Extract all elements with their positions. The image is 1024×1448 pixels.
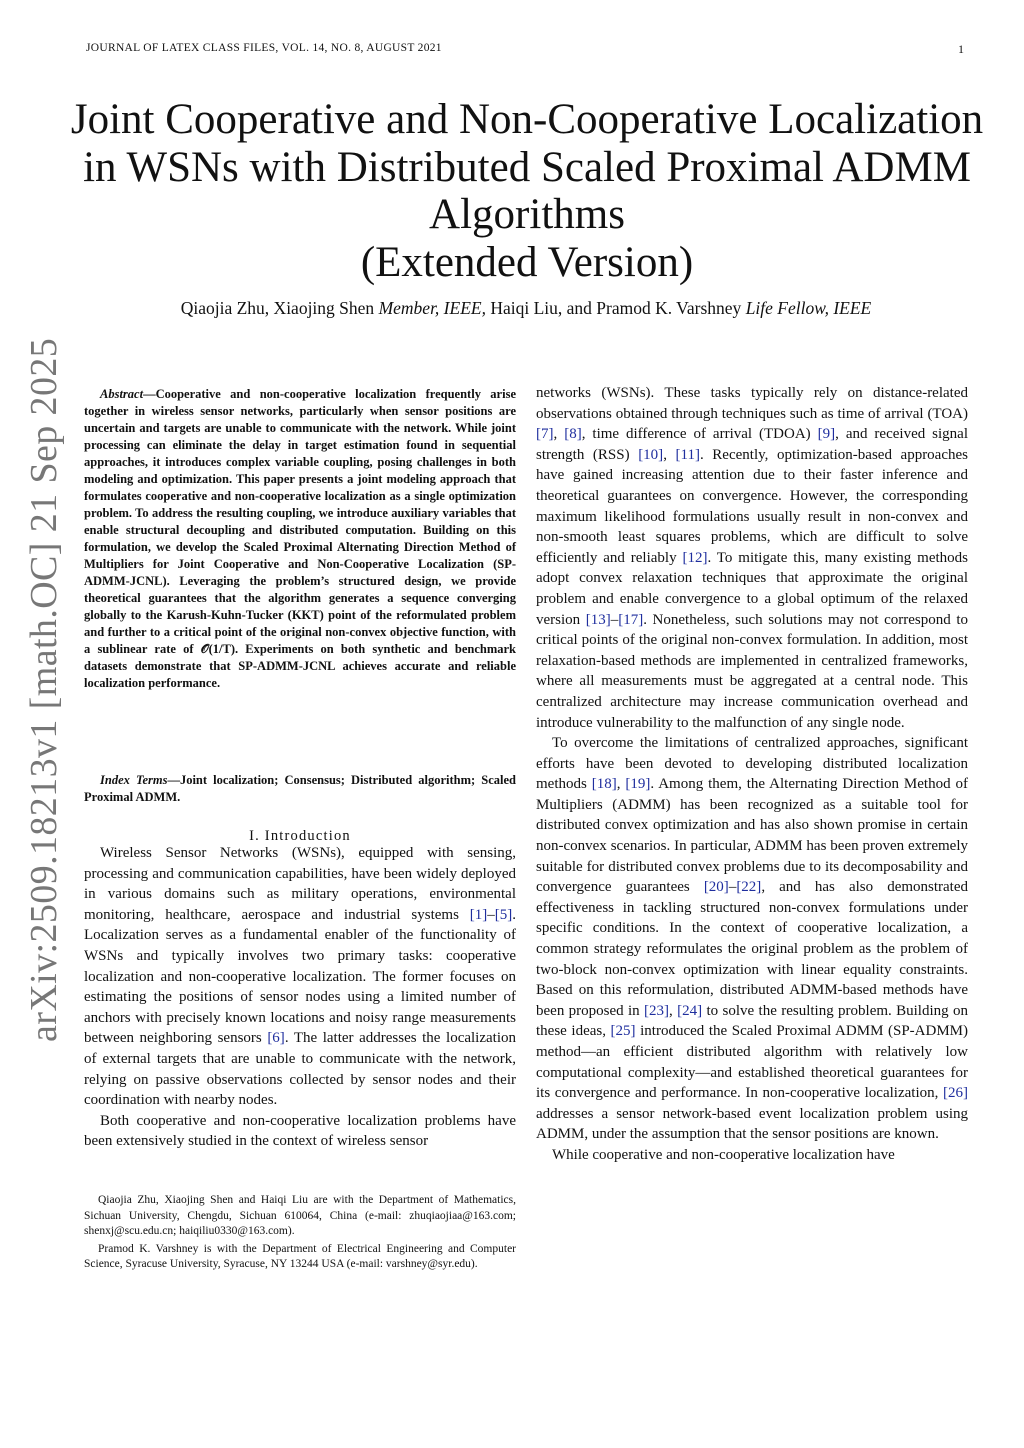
body-text: – [610, 611, 619, 628]
citation-link[interactable]: [19] [625, 776, 651, 793]
citation-link[interactable]: [18] [591, 776, 617, 793]
citation-link[interactable]: [1] [469, 906, 488, 923]
body-paragraph: Both cooperative and non-cooperative localization problems have been extensively studied in the context of wireless sensor [84, 1112, 516, 1150]
body-paragraph [536, 383, 968, 733]
citation-link[interactable]: [20] [703, 879, 729, 896]
citation-link[interactable]: [5] [494, 906, 513, 923]
title-line: Algorithms [429, 191, 625, 238]
body-text: networks (WSNs). These tasks typically rely on distance-related observations obtained through techniques such as time of arrival (TOA) [536, 385, 968, 422]
abstract [84, 386, 516, 692]
body-text: . The latter addresses the localization of external targets that are unable to communicate with the network, relying on passive observations collected by sensor nodes and their coordination with nearby nodes. [84, 1030, 516, 1109]
footnotes [84, 1193, 516, 1275]
author-role: Life Fellow, IEEE [745, 298, 872, 318]
footnote: Pramod K. Varshney is with the Department of Electrical Engineering and Computer Science, Syracuse University, Syracuse, NY 13244 USA (e-mail: varshney@syr.edu). [84, 1242, 516, 1270]
body-text: , [616, 776, 626, 793]
page-number: 1 [958, 42, 964, 56]
citation-link[interactable]: [17] [618, 611, 644, 628]
right-column-body [536, 383, 968, 1166]
body-text: , and received signal strength (RSS) [536, 426, 969, 463]
author-list [86, 298, 966, 319]
citation-link[interactable]: [25] [610, 1023, 636, 1040]
citation-link[interactable]: [7] [536, 426, 554, 443]
section-heading-introduction: I. Introduction [249, 828, 351, 844]
body-text: to solve the resulting problem. Building on these ideas, [536, 1002, 968, 1040]
body-text: addresses a sensor network-based event localization problem using ADMM, under the assumption that the sensor positions are known. [536, 1105, 968, 1143]
body-text: . Nonetheless, such solutions may not correspond to critical points of the original non-convex formulation. In addition, most relaxation-based methods are implemented in centralized frameworks, where all measurements must be aggregated at a central node. This centralized architecture may increase communication overhead and introduce vulnerability to the malfunction of any single node. [536, 611, 968, 731]
footnote: Qiaojia Zhu, Xiaojing Shen and Haiqi Liu are with the Department of Mathematics, Sichuan University, Chengdu, Sichuan 610064, China (e-mail: zhuqiaojiaa@163.com; shenxj@scu.edu.cn; haiqiliu0330@163.com). [84, 1194, 516, 1237]
body-text: , and has also demonstrated effectiveness in tackling structured non-convex formulations under specific conditions. In the context of cooperative localization, a common strategy reformulates the original problem as the problem of two-block non-convex optimization with linear equality constraints. Based on this reformulation, distributed ADMM-based methods have been proposed in [536, 879, 968, 1019]
body-text: . Recently, optimization-based approaches have gained increasing attention due to their faster inference and theoretical guarantees on convergence. However, the corresponding maximum likelihood formulations usually result in non-convex and non-smooth least squares problems, which are difficult to solve efficiently and reliably [536, 446, 968, 566]
citation-link[interactable]: [22] [736, 879, 762, 896]
index-terms-text: —Joint localization; Consensus; Distributed algorithm; Scaled Proximal ADMM. [84, 773, 516, 804]
arxiv-identifier: arXiv:2509.18213v1 [math.OC] 21 Sep 2025 [23, 337, 65, 1042]
body-text: , [663, 446, 676, 463]
index-terms-label: Index Terms [100, 773, 168, 787]
title-line: in WSNs with Distributed Scaled Proximal ADMM [83, 143, 971, 191]
citation-link[interactable]: [24] [677, 1002, 703, 1019]
body-paragraph [84, 843, 516, 1111]
body-text: . Among them, the Alternating Direction Method of Multipliers (ADMM) has been recognized as a suitable tool for distributed convex optimization and has also shown promise in certain non-convex scenarios. In particular, ADMM has been proven extremely suitable for distributed convex problems due to its decomposability and convergence guarantees [536, 776, 968, 896]
abstract-text: —Cooperative and non-cooperative localization frequently arise together in wireless sensor networks, particularly when sensor positions are uncertain and targets are unable to communicate with the network. While joint processing can eliminate the delay in target estimation found in sequential approaches, it introduces complex variable coupling, posing challenges in both modeling and optimization. This paper presents a joint modeling approach that formulates cooperative and non-cooperative localization as a single optimization problem. To address the resulting coupling, we introduce auxiliary variables that enable structural decoupling and distributed computation. Building on this formulation, we develop the Scaled Proximal Alternating Direction Method of Multipliers for Joint Cooperative and Non-Cooperative Localization (SP-ADMM-JCNL). Leveraging the problem’s structured design, we provide theoretical guarantees that the algorithm generates a sequence converging globally to the Karush-Kuhn-Tucker (KKT) point of the reformulated problem and further to a critical point of the original non-convex objective function, with a sublinear rate of 𝒪(1/T). Experiments on both synthetic and benchmark datasets demonstrate that SP-ADMM-JCNL achieves accurate and reliable localization performance. [84, 387, 516, 690]
body-text: , [669, 1002, 678, 1019]
body-text: . To mitigate this, many existing methods adopt convex relaxation techniques that approximate the original problem and enable convergence to a global optimum of the relaxed version [536, 549, 968, 628]
body-paragraph: While cooperative and non-cooperative localization have [552, 1146, 895, 1163]
paper-title [70, 96, 984, 286]
title-line: (Extended Version) [360, 238, 694, 286]
running-header: JOURNAL OF LATEX CLASS FILES, VOL. 14, NO. 8, AUGUST 2021 [86, 42, 442, 54]
body-paragraph [536, 733, 968, 1145]
authors-part: Qiaojia Zhu, Xiaojing Shen [180, 298, 379, 318]
body-text: . Localization serves as a fundamental enabler of the functionality of WSNs and typically involves two primary tasks: cooperative localization and non-cooperative localization. The former focuses on estimating the positions of sensor nodes using a limited number of anchors with precisely known locations and noisy range measurements between neighboring sensors [84, 906, 516, 1047]
abstract-label: Abstract [100, 387, 144, 401]
citation-link[interactable]: [13] [585, 611, 611, 628]
index-terms [84, 772, 516, 806]
title-line: Joint Cooperative and Non-Cooperative Localization [70, 96, 984, 143]
citation-link[interactable]: [26] [943, 1085, 968, 1102]
citation-link[interactable]: [6] [267, 1030, 285, 1047]
citation-link[interactable]: [23] [644, 1002, 670, 1019]
body-text: introduced the Scaled Proximal ADMM (SP-ADMM) method—an efficient distributed algorithm with relatively low computational complexity—and established theoretical guarantees for its convergence and performance. In non-cooperative localization, [536, 1023, 968, 1102]
authors-part: Haiqi Liu, and Pramod K. Varshney [485, 298, 746, 318]
left-column-body [84, 843, 516, 1152]
author-role: Member, IEEE, [378, 298, 486, 318]
citation-link[interactable]: [12] [682, 549, 708, 566]
citation-link[interactable]: [10] [638, 446, 664, 463]
citation-link[interactable]: [9] [817, 426, 836, 443]
body-text: – [487, 906, 495, 923]
citation-link[interactable]: [11] [675, 446, 700, 463]
citation-link[interactable]: [8] [564, 426, 582, 443]
body-text: Wireless Sensor Networks (WSNs), equipped with sensing, processing and communication capabilities, have been widely deployed in various domains such as military operations, environmental monitoring, healthcare, aerospace and industrial systems [84, 845, 516, 923]
body-text: , [553, 426, 565, 443]
body-text: – [728, 879, 737, 896]
body-text: , time difference of arrival (TDOA) [581, 426, 818, 443]
body-text: To overcome the limitations of centralized approaches, significant efforts have been devoted to developing distributed localization methods [536, 735, 968, 793]
